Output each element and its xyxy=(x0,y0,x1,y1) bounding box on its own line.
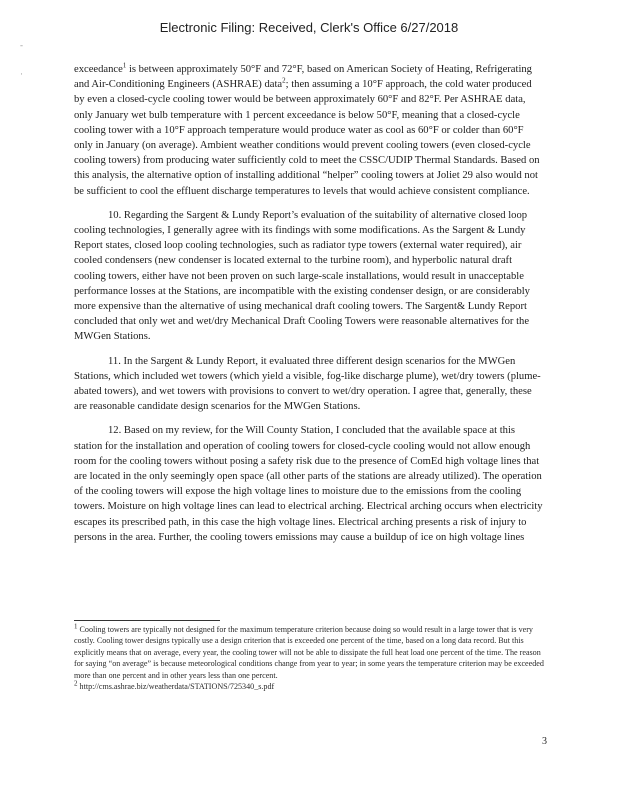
footnote-link[interactable]: http://cms.ashrae.biz/weatherdata/STATIONS/725340_s.pdf xyxy=(77,682,275,692)
page-number: 3 xyxy=(542,736,547,747)
margin-mark: · xyxy=(20,69,23,79)
filing-stamp-header: Electronic Filing: Received, Clerk's Office 6/27/2018 xyxy=(159,20,459,35)
paragraph-continuation: exceedance$^1$ is between approximately 50°F and 72°F, based on American Society of Heating, Refrigerating and Air-Conditioning Engineers (ASHRAE) data$^2$; then assuming a 10°F approach, the cold water produced by even a closed-cycle cooling tower would be between approximately 60°F and 82°F. Per ASHRAE data, only January wet bulb temperature with 1 percent exceedance is below 50°F, meaning that a closed-cycle cooling tower with a 10°F approach temperature would produce water as cool as 60°F or colder than 60°F only in January (on average). Ambient weather conditions would prevent cooling towers (even closed-cycle cooling towers) from producing water sufficiently cold to meet the CSSC/UDIP Thermal Standards. Based on this analysis, the alternative option of installing additional “helper” cooling towers at Joliet 29 also would not be sufficient to cool the effluent discharge temperatures to levels that would achieve consistent compliance. xyxy=(74,61,540,197)
footnote-ref-1[interactable]: 1 xyxy=(122,61,127,70)
footnotes xyxy=(74,624,544,692)
footnote-divider xyxy=(74,620,220,621)
paragraph-10: 10. Regarding the Sargent & Lundy Report’s evaluation of the suitability of alternative closed loop cooling technologies, I generally agree with its findings with some modifications. As the Sargent & Lundy Report states, closed loop cooling technologies, such as radiator type towers (external water required), air cooled condensers (new condenser is located external to the turbine room), and hyperbolic natural draft cooling towers, either have not been proven on such large-scale installations, would result in unacceptable performance losses at the Stations, are incompatible with the existing condenser design, or are considerably more expensive than the alternative of using mechanical draft cooling towers. The Sargent& Lundy Report concluded that only wet and wet/dry Mechanical Draft Cooling Towers were reasonable alternatives for the MWGen Stations. xyxy=(74,209,530,343)
footnote-1: $^1$ Cooling towers are typically not designed for the maximum temperature criterion because doing so would result in a large tower that is very costly. Cooling tower designs typically use a design criterion that is exceeded one percent of the time, based on a long data record. But this explicitly means that on average, every year, the cooling tower will not be able to dissipate the full heat load one percent of the time. The reason for saying “on average” is because meteorological conditions change from year to year; in some years the temperature criterion may be exceeded more than one percent and in other years less than one percent. xyxy=(74,622,544,680)
footnote-ref-2[interactable]: 2 xyxy=(282,76,286,85)
paragraph-12: 12. Based on my review, for the Will County Station, I concluded that the available space at this station for the installation and operation of cooling towers for closed-cycle cooling would not allow enough room for the cooling towers without posing a safety risk due to the presence of ComEd high voltage lines that are located in the only seemingly open space (all other parts of the stations are already utilized). The operation of the cooling towers will expose the high voltage lines to moisture due to the emissions from the cooling towers. Moisture on high voltage lines can lead to electrical arching. Electrical arching occurs when electricity escapes its prescribed path, in this case the high voltage lines. Electrical arching presents a risk of injury to persons in the area. Further, the cooling towers emissions may cause a buildup of ice on high voltage lines xyxy=(74,425,543,543)
paragraph-11: 11. In the Sargent & Lundy Report, it evaluated three different design scenarios for the MWGen Stations, which included wet towers (which yield a visible, fog-like discharge plume), wet/dry towers (plume-abated towers), and wet towers with provisions to convert to wet/dry operation. I agree that, generally, these are reasonable candidate design scenarios for the MWGen Stations. xyxy=(74,355,541,413)
margin-mark: - xyxy=(20,40,23,50)
body-text xyxy=(74,62,544,554)
footnote-2: $^2$ http://cms.ashrae.biz/weatherdata/STATIONS/725340_s.pdf xyxy=(74,679,275,692)
